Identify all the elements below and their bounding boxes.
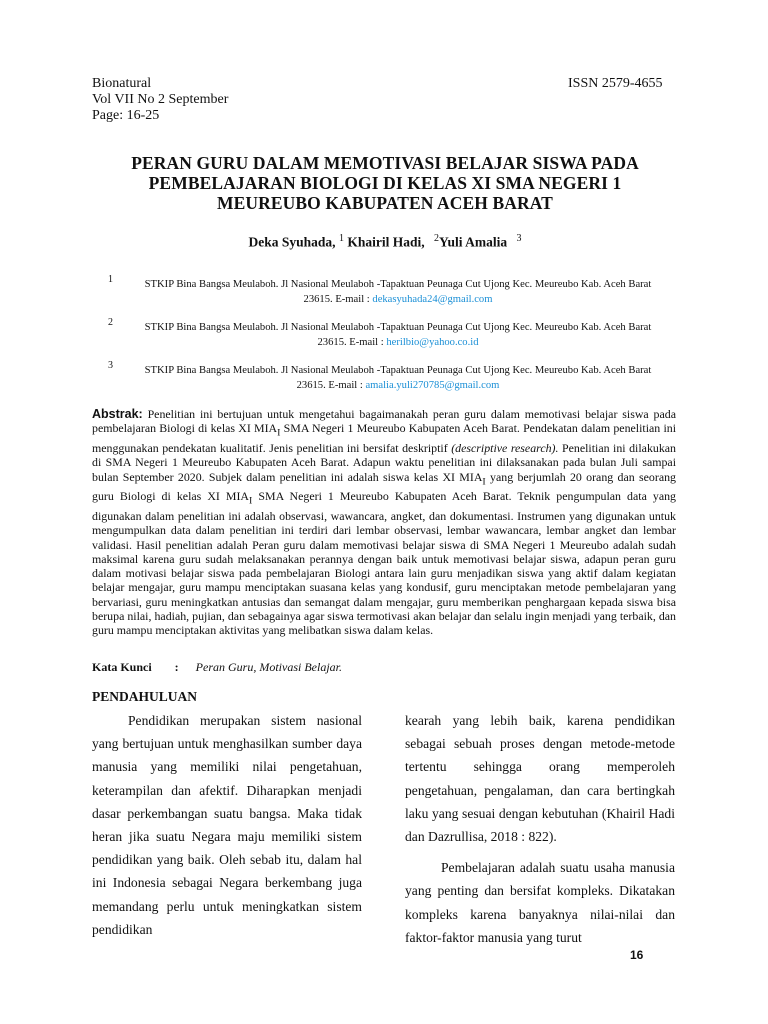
affiliation-text: STKIP Bina Bangsa Meulaboh. Jl Nasional Meulaboh -Tapaktuan Peunaga Cut Ujong Kec. Meureubo Kab. Aceh Barat bbox=[144, 365, 652, 376]
affiliation-1 bbox=[108, 274, 688, 307]
page-number: 16 bbox=[630, 948, 644, 962]
section-title: PENDAHULUAN bbox=[92, 689, 198, 704]
keywords-label: Kata Kunci bbox=[92, 660, 152, 674]
affiliation-3 bbox=[108, 360, 688, 393]
title-line-2: PEMBELAJARAN BIOLOGI DI KELAS XI SMA NEGERI 1 bbox=[148, 173, 622, 193]
paragraph: kearah yang lebih baik, karena pendidikan sebagai sebuah proses dengan metode-metode tertentu sehingga orang memperoleh pengetahuan, pengalaman, dan cara bertingkah laku yang sesuai dengan kebutuhan (Khairil Hadi dan Dazrullisa, 2018 : 822). bbox=[405, 713, 675, 845]
abstract-subscript: I bbox=[277, 427, 281, 439]
abstract-subscript: I bbox=[249, 495, 253, 507]
author-name: Khairil Hadi, bbox=[347, 234, 425, 250]
issn: ISSN 2579-4655 bbox=[568, 76, 663, 91]
abstract-label: Abstrak: bbox=[92, 407, 143, 421]
column-left bbox=[92, 709, 362, 941]
abstract bbox=[92, 407, 676, 638]
author-mark: 1 bbox=[338, 233, 344, 244]
title-line-1: PERAN GURU DALAM MEMOTIVASI BELAJAR SISWA PADA bbox=[131, 153, 639, 173]
abstract-subscript: I bbox=[482, 475, 486, 487]
keywords-value: Peran Guru, Motivasi Belajar. bbox=[195, 660, 342, 674]
column-right bbox=[405, 709, 675, 949]
author-name: Yuli Amalia bbox=[438, 234, 508, 250]
paragraph: Pendidikan merupakan sistem nasional yang bertujuan untuk menghasilkan sumber daya manusia yang memiliki nilai pengetahuan, keterampilan dan afektif. Diharapkan menjadi dasar perkembangan suatu bangsa. Maka tidak heran jika suatu Negara maju memiliki sistem pendidikan yang baik. Oleh sebab itu, dalam hal ini Indonesia sebagai Negara berkembang juga memandang perlu untuk meningkatkan sistem pendidikan bbox=[92, 713, 362, 937]
email-link[interactable]: amalia.yuli270785@gmail.com bbox=[365, 380, 500, 391]
affiliation-2 bbox=[108, 317, 688, 350]
author-mark: 3 bbox=[516, 233, 522, 244]
journal-volume: Vol VII No 2 September bbox=[92, 92, 229, 107]
abstract-italic: (descriptive research). bbox=[451, 440, 559, 455]
email-label: 23615. E-mail : bbox=[303, 294, 373, 305]
keywords-separator: : bbox=[174, 660, 179, 674]
affiliation-line2 bbox=[108, 378, 688, 393]
paragraph: Pembelajaran adalah suatu usaha manusia yang penting dan bersifat kompleks. Dikatakan kompleks karena banyaknya nilai-nilai dan faktor-faktor manusia yang turut bbox=[405, 860, 675, 945]
keywords bbox=[92, 660, 342, 675]
journal-info bbox=[92, 76, 228, 124]
author-mark: 2 bbox=[433, 233, 439, 244]
affiliation-text: STKIP Bina Bangsa Meulaboh. Jl Nasional Meulaboh -Tapaktuan Peunaga Cut Ujong Kec. Meureubo Kab. Aceh Barat bbox=[144, 322, 652, 333]
email-label: 23615. E-mail : bbox=[317, 337, 387, 348]
journal-name: Bionatural bbox=[92, 76, 152, 91]
affiliation-line2 bbox=[108, 335, 688, 350]
affiliation-text: STKIP Bina Bangsa Meulaboh. Jl Nasional Meulaboh -Tapaktuan Peunaga Cut Ujong Kec. Meureubo Kab. Aceh Barat bbox=[144, 279, 652, 290]
affiliation-line2 bbox=[108, 292, 688, 307]
abstract-text: yang berjumlah 20 orang dan seorang guru Biologi di kelas XI MIA bbox=[92, 469, 676, 504]
email-link[interactable]: dekasyuhada24@gmail.com bbox=[372, 294, 493, 305]
title-line-3: MEUREUBO KABUPATEN ACEH BARAT bbox=[217, 193, 553, 213]
abstract-text: SMA Negeri 1 Meureubo Kabupaten Aceh Barat. Teknik pengumpulan data yang digunakan dalam penelitian ini adalah observasi, wawancara, angket, dan dokumentasi. Instrumen yang digunakan untuk mengumpulkan data dalam penelitian ini terdiri dari lembar observasi, lembar wawancara, lembar angket dan lembar validasi. Hasil penelitian adalah Peran guru dalam memotivasi belajar siswa di SMA Negeri 1 Meureubo adalah sudah maksimal karena guru sudah melaksanakan perannya dengan baik untuk memotivasi belajar siswa, adapun peran guru dalam motivasi belajar siswa pada pembelajaran Biologi antara lain guru menjadikan siswa yang aktif dalam kegiatan belajar mengajar, guru mampu menciptakan suasana kelas yang kondusif, guru menciptakan metode pembelajaran yang bervariasi, guru meningkatkan antusias dan semangat dalam mengajar, guru memberikan penghargaan kepada siswa bisa berupa nilai, hadiah, pujian, dan sebagainya agar siswa termotivasi akan belajar dan selalu ingin menjadi yang terbaik, dan guru mampu menciptakan aktivitas yang melibatkan siswa dalam kelas. bbox=[92, 489, 677, 638]
author-list bbox=[90, 233, 680, 251]
affiliation-mark: 3 bbox=[108, 360, 113, 371]
author-name: Deka Syuhada, bbox=[248, 234, 336, 250]
abstract-text: Penelitian ini bertujuan untuk mengetahui bagaimanakah peran guru dalam memotivasi belajar siswa pada pembelajaran Biologi di kelas XI MIA bbox=[92, 407, 676, 436]
affiliation-mark: 1 bbox=[108, 274, 113, 285]
abstract-text: Penelitian ini dilakukan di SMA Negeri 1 Meureubo Kabupaten Aceh Barat. Adapun waktu penelitian ini dilaksanakan pada bulan Juli sampai bulan September 2020. Subjek dalam penelitian ini adalah siswa kelas XI MIA bbox=[92, 440, 676, 484]
email-label: 23615. E-mail : bbox=[296, 380, 366, 391]
abstract-text: SMA Negeri 1 Meureubo Kabupaten Aceh Barat. Pendekatan dalam penelitian ini menggunakan pendekatan kualitatif. Jenis penelitian ini bersifat deskriptif bbox=[92, 421, 676, 455]
paper-title bbox=[90, 153, 680, 213]
journal-pages: Page: 16-25 bbox=[92, 108, 160, 123]
affiliation-mark: 2 bbox=[108, 317, 113, 328]
email-link[interactable]: herilbio@yahoo.co.id bbox=[386, 337, 479, 348]
